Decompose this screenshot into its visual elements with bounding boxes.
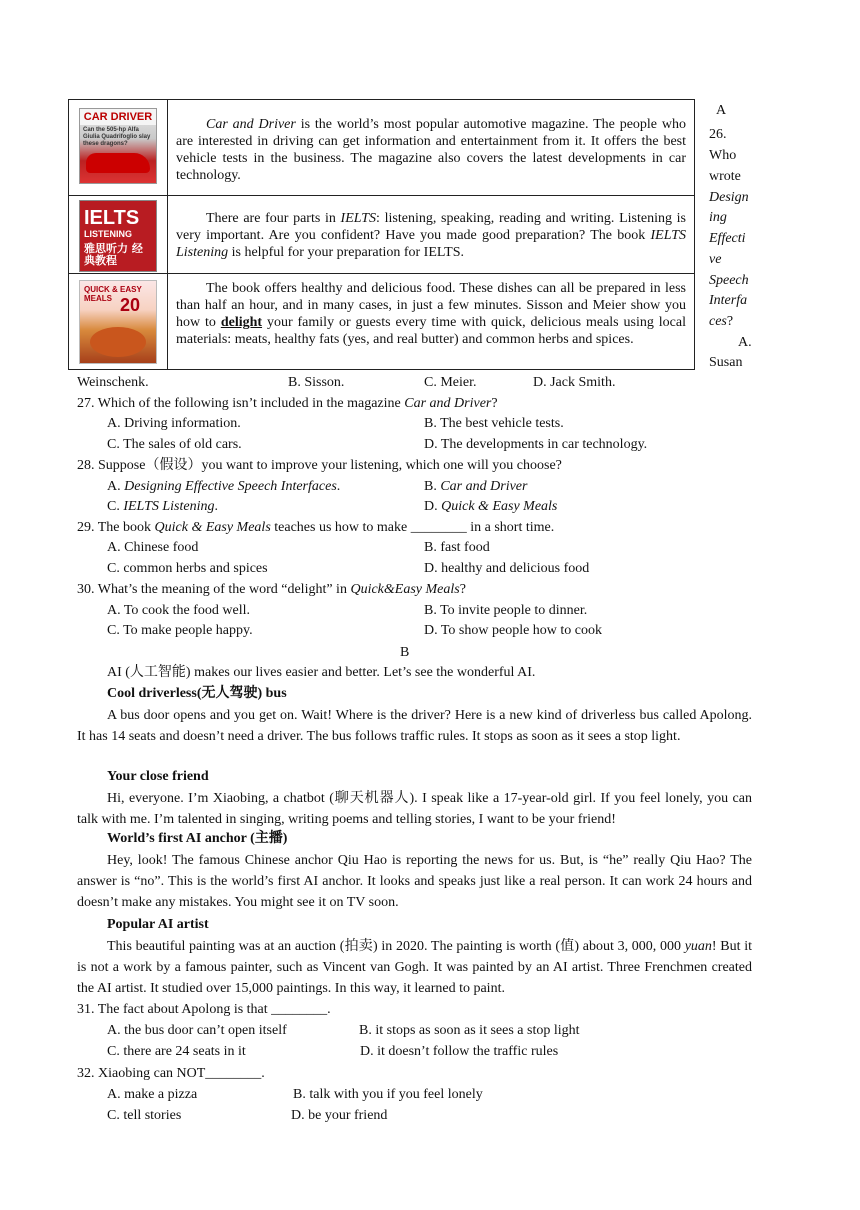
book-table (68, 99, 695, 370)
q32-option-b: B. talk with you if you feel lonely (293, 1087, 483, 1102)
q30-stem: 30. What’s the meaning of the word “delight” in Quick&Easy Meals? (77, 582, 466, 597)
cover-chinese-title: 雅思听力 经典教程 (84, 242, 143, 267)
q29-option-b: B. fast food (424, 540, 490, 555)
q26-option-a-cont: Weinschenk. (77, 375, 149, 390)
q26-title-fragment: Speech (709, 273, 749, 288)
section-b-intro: AI (人工智能) makes our lives easier and better. Let’s see the wonderful AI. (107, 665, 536, 680)
paragraph-chatbot: Hi, everyone. I’m Xiaobing, a chatbot (聊天机器人). I speak like a 17-year-old girl. If you feel lonely, you can talk with me. I’m talented in singing, writing poems and telling stories, I want to be your friend! (77, 791, 752, 827)
q31-option-a: A. the bus door can’t open itself (107, 1023, 287, 1038)
q26-title-fragment: ve (709, 252, 722, 267)
q27-stem: 27. Which of the following isn’t included in the magazine Car and Driver? (77, 396, 498, 411)
q28-option-d: D. Quick & Easy Meals (424, 499, 558, 514)
table-row (69, 196, 695, 274)
q30-option-a: A. To cook the food well. (107, 603, 251, 618)
q31-option-d: D. it doesn’t follow the traffic rules (360, 1044, 559, 1059)
cover-number: 20 (120, 295, 141, 315)
q26-title-fragment: ing (709, 210, 727, 225)
section-heading: Your close friend (107, 769, 209, 784)
q28-option-b: B. Car and Driver (424, 479, 528, 494)
q29-stem: 29. The book Quick & Easy Meals teaches us how to make ________ in a short time. (77, 520, 555, 535)
delight-word: delight (220, 315, 263, 330)
q26-option-b: B. Sisson. (288, 375, 345, 390)
ielts-description: There are four parts in IELTS: listening, speaking, reading and writing. Listening is very important. Are you confident? Have you made good preparation? The book IELTS Listening is helpful for your preparation for IELTS. (168, 196, 695, 274)
q29-option-d: D. healthy and delicious food (424, 561, 590, 576)
cover-title: CAR DRIVER (80, 109, 156, 125)
q32-stem: 32. Xiaobing can NOT________. (77, 1066, 265, 1081)
quick-easy-meals-cover-image (79, 280, 157, 364)
q26-title-fragment: ces? (709, 314, 734, 329)
paragraph-ai-artist: This beautiful painting was at an auction (拍卖) in 2020. The painting is worth (值) about 3, 000, 000 yuan! But it is not a work by a famous painter, such as Vincent van Gogh. It was painted by an AI artist. Three Frenchmen created the AI artist. It studied over 15,000 paintings. In this way, it learned to paint. (77, 939, 752, 996)
q26-option-a-label: A. (738, 335, 752, 350)
cover-tagline: Can the 505-hp Alfa Giulia Quadrifoglio slay these dragons? (83, 127, 151, 147)
q30-option-d: D. To show people how to cook (424, 623, 603, 638)
q32-option-a: A. make a pizza (107, 1087, 198, 1102)
q26-option-c: C. Meier. (424, 375, 477, 390)
q32-option-d: D. be your friend (291, 1108, 388, 1123)
q29-option-c: C. common herbs and spices (107, 561, 268, 576)
ielts-listening-cover-image (79, 200, 157, 272)
q28-stem: 28. Suppose（假设）you want to improve your listening, which one will you choose? (77, 458, 562, 473)
table-row (69, 274, 695, 370)
q31-option-b: B. it stops as soon as it sees a stop light (359, 1023, 580, 1038)
q26-option-d: D. Jack Smith. (533, 375, 616, 390)
q26-title-fragment: Effecti (709, 231, 746, 246)
q26-number: 26. (709, 127, 727, 142)
q31-stem: 31. The fact about Apolong is that ________. (77, 1002, 331, 1017)
q27-option-d: D. The developments in car technology. (424, 437, 648, 452)
q26-option-a-start: Susan (709, 355, 743, 370)
q32-option-c: C. tell stories (107, 1108, 182, 1123)
cover-title: QUICK & EASY MEALS (84, 285, 142, 303)
cover-tagline: LISTENING (84, 229, 133, 239)
section-heading: World’s first AI anchor (主播) (107, 831, 288, 846)
q26-word: wrote (709, 169, 741, 184)
table-row (69, 100, 695, 196)
q28-option-a: A. Designing Effective Speech Interfaces. (107, 479, 341, 494)
car-illustration (86, 153, 150, 173)
section-heading: Cool driverless(无人驾驶) bus (107, 686, 287, 701)
q30-option-b: B. To invite people to dinner. (424, 603, 588, 618)
food-illustration (90, 327, 146, 357)
q26-title-fragment: Design (709, 190, 749, 205)
q27-option-c: C. The sales of old cars. (107, 437, 242, 452)
section-heading: Popular AI artist (107, 917, 209, 932)
q26-word: Who (709, 148, 737, 163)
paragraph-ai-anchor: Hey, look! The famous Chinese anchor Qiu Hao is reporting the news for us. But, is “he” really Qiu Hao? The answer is “no”. This is the world’s first AI anchor. It looks and speaks just like a real person. It can work 24 hours and doesn’t make any mistakes. You might see it on TV soon. (77, 853, 752, 910)
cover-title: IELTS (84, 207, 140, 229)
q29-option-a: A. Chinese food (107, 540, 199, 555)
q27-option-b: B. The best vehicle tests. (424, 416, 564, 431)
q31-option-c: C. there are 24 seats in it (107, 1044, 246, 1059)
q30-option-c: C. To make people happy. (107, 623, 253, 638)
section-a-letter: A (716, 103, 727, 118)
car-and-driver-cover-image (79, 108, 157, 184)
section-b-letter: B (400, 645, 410, 660)
q28-option-c: C. IELTS Listening. (107, 499, 218, 514)
quick-easy-meals-description: The book offers healthy and delicious food. These dishes can all be prepared in less than half an hour, and in many cases, in just a few minutes. Sisson and Meier show you how to delight your family or guests every time with quick, delicious meals using local materials: meats, healthy fats (yes, and real butter) and common herbs and spices. (168, 274, 695, 370)
q27-option-a: A. Driving information. (107, 416, 241, 431)
q26-title-fragment: Interfa (709, 293, 748, 308)
car-and-driver-description: Car and Driver is the world’s most popular automotive magazine. The people who are interested in driving can get information and entertainment from it. It offers the best vehicle tests in the business. The magazine also covers the latest developments in car technology. (168, 100, 695, 196)
paragraph-driverless-bus: A bus door opens and you get on. Wait! Where is the driver? Here is a new kind of driverless bus called Apolong. It has 14 seats and doesn’t need a driver. The bus follows traffic rules. It stops as soon as it sees a stop light. (77, 708, 752, 744)
